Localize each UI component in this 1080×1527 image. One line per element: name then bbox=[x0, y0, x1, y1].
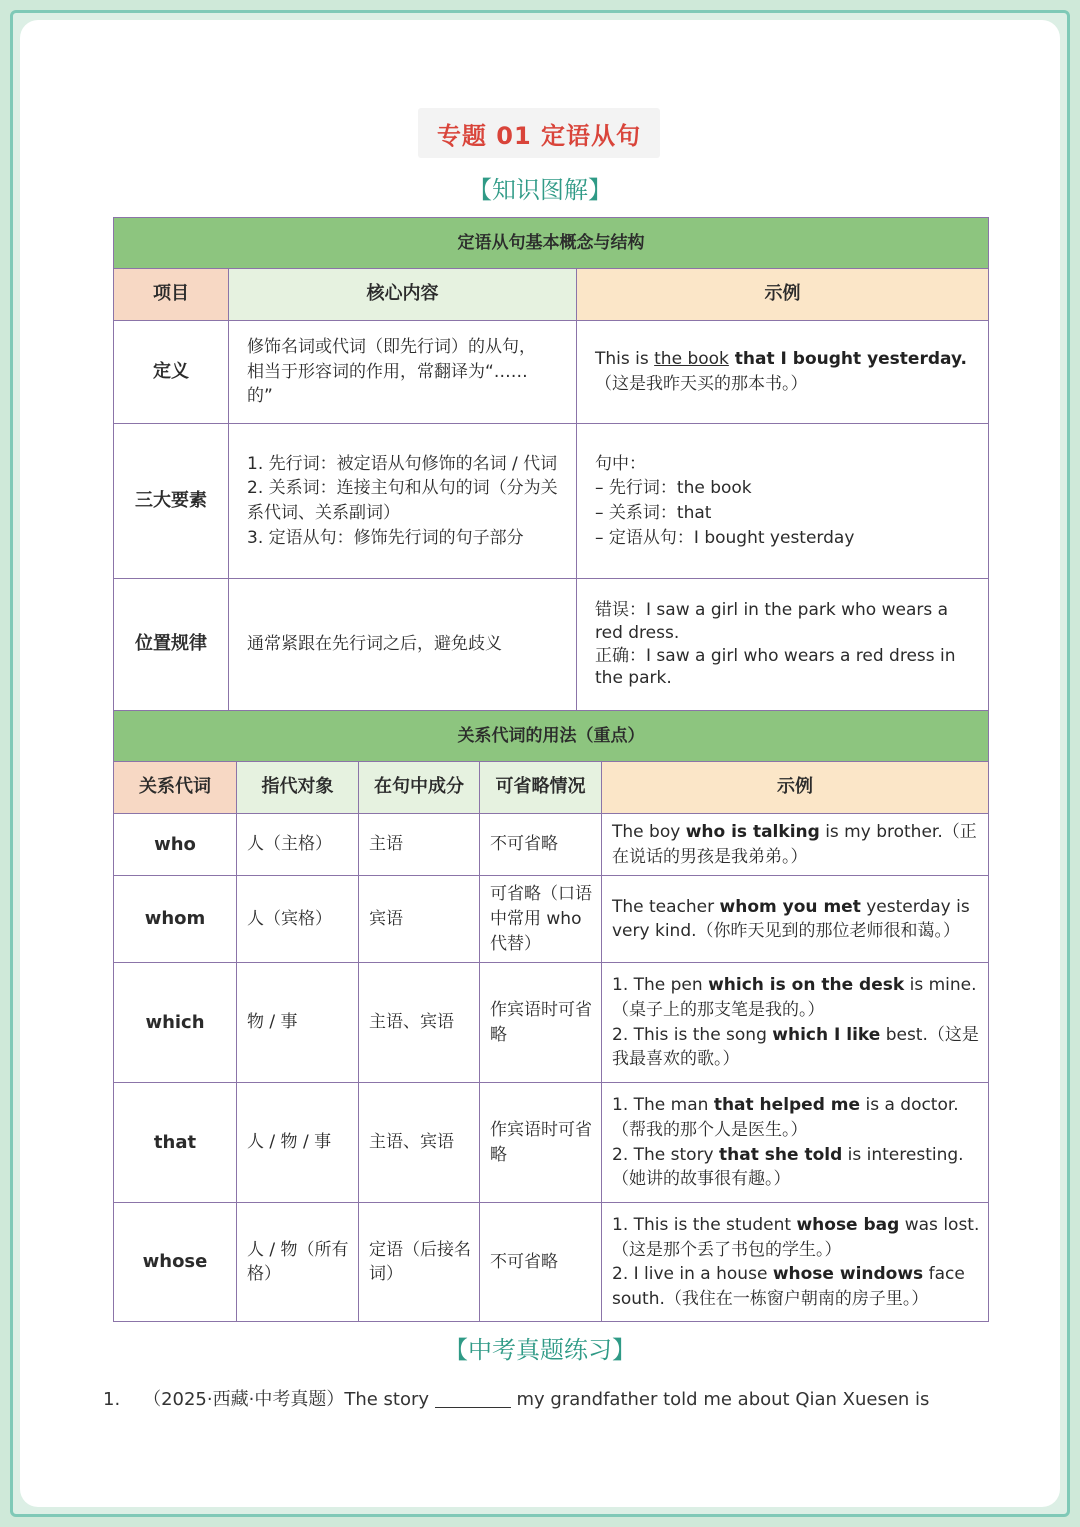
line: – 先行词：the book bbox=[595, 478, 752, 499]
example-line bbox=[612, 973, 980, 1022]
bold-text: which is on the desk bbox=[708, 975, 905, 996]
bold-text: whom you met bbox=[719, 896, 861, 917]
elements-content bbox=[229, 424, 577, 579]
omit-cell: 作宾语时可省略 bbox=[480, 963, 602, 1083]
header-core: 核心内容 bbox=[229, 269, 577, 321]
line: 句中： bbox=[595, 453, 646, 474]
bold-text: whose windows bbox=[772, 1264, 924, 1285]
example-line bbox=[612, 1023, 980, 1072]
question-number: 1. bbox=[103, 1389, 121, 1410]
omit-cell: 不可省略 bbox=[480, 814, 602, 876]
question-1 bbox=[103, 1385, 929, 1411]
bold-text: whose bag bbox=[796, 1214, 900, 1235]
line: 1. 先行词：被定语从句修饰的名词 / 代词 bbox=[247, 453, 558, 474]
pronoun-cell: that bbox=[114, 1083, 237, 1203]
role-cell: 定语（后接名词） bbox=[359, 1203, 480, 1322]
role-cell: 主语、宾语 bbox=[359, 1083, 480, 1203]
pronoun-cell: which bbox=[114, 963, 237, 1083]
text: is a doctor.（帮我的那个人是医生。） bbox=[612, 1095, 959, 1141]
example-line bbox=[612, 1093, 980, 1142]
section-heading-knowledge: 【知识图解】 bbox=[468, 176, 612, 204]
section-heading-exam: 【中考真题练习】 bbox=[444, 1336, 636, 1364]
text: was lost.（这是那个丢了书包的学生。） bbox=[612, 1214, 980, 1260]
refers-cell: 人（主格） bbox=[237, 814, 359, 876]
example-cell bbox=[602, 963, 989, 1083]
row-label: 位置规律 bbox=[114, 579, 229, 711]
title-box bbox=[418, 108, 660, 158]
table-row bbox=[114, 424, 989, 579]
text: is my brother.（正在说话的男孩是我弟弟。） bbox=[612, 822, 977, 867]
pronoun-table bbox=[113, 710, 989, 1322]
header-role: 在句中成分 bbox=[359, 762, 480, 814]
header-refers: 指代对象 bbox=[237, 762, 359, 814]
table-row bbox=[114, 1203, 989, 1322]
line: 正确：I saw a girl who wears a red dress in the park. bbox=[595, 645, 956, 689]
example-cell bbox=[602, 1203, 989, 1322]
omit-cell: 不可省略 bbox=[480, 1203, 602, 1322]
line: – 关系词：that bbox=[595, 503, 712, 523]
elements-example bbox=[577, 424, 989, 579]
bold-text: which I like bbox=[772, 1024, 881, 1045]
table-row bbox=[114, 579, 989, 711]
text: 2. I live in a house bbox=[612, 1264, 773, 1285]
table-row bbox=[114, 963, 989, 1083]
row-label: 三大要素 bbox=[114, 424, 229, 579]
text: 1. This is the student bbox=[612, 1214, 797, 1235]
example-cell bbox=[602, 814, 989, 876]
table-row bbox=[114, 876, 989, 963]
page-title: 专题 01 定语从句 bbox=[436, 121, 642, 150]
header-pronoun: 关系代词 bbox=[114, 762, 237, 814]
text: is interesting.（她讲的故事很有趣。） bbox=[612, 1144, 964, 1190]
text: yesterday is very kind.（你昨天见到的那位老师很和蔼。） bbox=[612, 896, 970, 942]
text: 1. The man bbox=[612, 1095, 714, 1116]
header-omit: 可省略情况 bbox=[480, 762, 602, 814]
line: 修饰名词或代词（即先行词）的从句， bbox=[247, 337, 536, 358]
answer-blank[interactable] bbox=[435, 1389, 511, 1408]
text: The boy bbox=[612, 822, 686, 842]
bold-text: who is talking bbox=[685, 822, 820, 842]
text: 2. The story bbox=[612, 1144, 720, 1165]
row-label: 定义 bbox=[114, 321, 229, 424]
example-cell bbox=[602, 876, 989, 963]
refers-cell: 物 / 事 bbox=[237, 963, 359, 1083]
table-row bbox=[114, 1083, 989, 1203]
table-row bbox=[114, 321, 989, 424]
line: 相当于形容词的作用，常翻译为“…… bbox=[247, 361, 528, 382]
question-source: （2025·西藏·中考真题） bbox=[143, 1389, 345, 1410]
example-cell bbox=[602, 1083, 989, 1203]
text: best.（这是我最喜欢的歌。） bbox=[612, 1024, 979, 1070]
text: 1. The pen bbox=[612, 975, 709, 996]
line: 错误：I saw a girl in the park who wears a red dress. bbox=[595, 599, 949, 643]
role-cell: 宾语 bbox=[359, 876, 480, 963]
bold-text: that helped me bbox=[713, 1095, 861, 1116]
concept-table bbox=[113, 217, 989, 711]
text: face south.（我住在一栋窗户朝南的房子里。） bbox=[612, 1264, 965, 1309]
text: is mine.（桌子上的那支笔是我的。） bbox=[612, 975, 977, 1021]
refers-cell: 人（宾格） bbox=[237, 876, 359, 963]
bold-text: that I bought yesterday. bbox=[728, 349, 967, 370]
position-example bbox=[577, 579, 989, 711]
question-text-after: my grandfather told me about Qian Xuesen is bbox=[510, 1389, 930, 1410]
header-example: 示例 bbox=[577, 269, 989, 321]
header-example: 示例 bbox=[602, 762, 989, 814]
role-cell: 主语、宾语 bbox=[359, 963, 480, 1083]
refers-cell: 人 / 物 / 事 bbox=[237, 1083, 359, 1203]
underlined-text: the book bbox=[654, 349, 729, 370]
definition-example bbox=[577, 321, 989, 424]
question-text-before: The story bbox=[344, 1389, 435, 1410]
concept-table-band: 定语从句基本概念与结构 bbox=[114, 218, 989, 269]
table-row bbox=[114, 814, 989, 876]
text: The teacher bbox=[612, 896, 720, 917]
pronoun-cell: whom bbox=[114, 876, 237, 963]
line: 3. 定语从句：修饰先行词的句子部分 bbox=[247, 527, 524, 548]
bold-text: that she told bbox=[719, 1144, 843, 1165]
omit-cell: 可省略（口语中常用 who 代替） bbox=[480, 876, 602, 963]
line: 2. 关系词：连接主句和从句的词（分为关系代词、关系副词） bbox=[247, 478, 558, 523]
example-line bbox=[612, 1143, 980, 1192]
text: 2. This is the song bbox=[612, 1024, 773, 1045]
role-cell: 主语 bbox=[359, 814, 480, 876]
pronoun-cell: who bbox=[114, 814, 237, 876]
pronoun-table-band: 关系代词的用法（重点） bbox=[114, 711, 989, 762]
text: This is bbox=[595, 349, 655, 370]
header-item: 项目 bbox=[114, 269, 229, 321]
omit-cell: 作宾语时可省略 bbox=[480, 1083, 602, 1203]
text: （这是我昨天买的那本书。） bbox=[595, 374, 808, 394]
refers-cell: 人 / 物（所有格） bbox=[237, 1203, 359, 1322]
example-line bbox=[612, 1262, 980, 1311]
line: 的” bbox=[247, 386, 273, 407]
pronoun-cell: whose bbox=[114, 1203, 237, 1322]
position-content: 通常紧跟在先行词之后，避免歧义 bbox=[229, 579, 577, 711]
example-line bbox=[612, 1213, 980, 1262]
definition-content bbox=[229, 321, 577, 424]
line: – 定语从句：I bought yesterday bbox=[595, 527, 855, 548]
